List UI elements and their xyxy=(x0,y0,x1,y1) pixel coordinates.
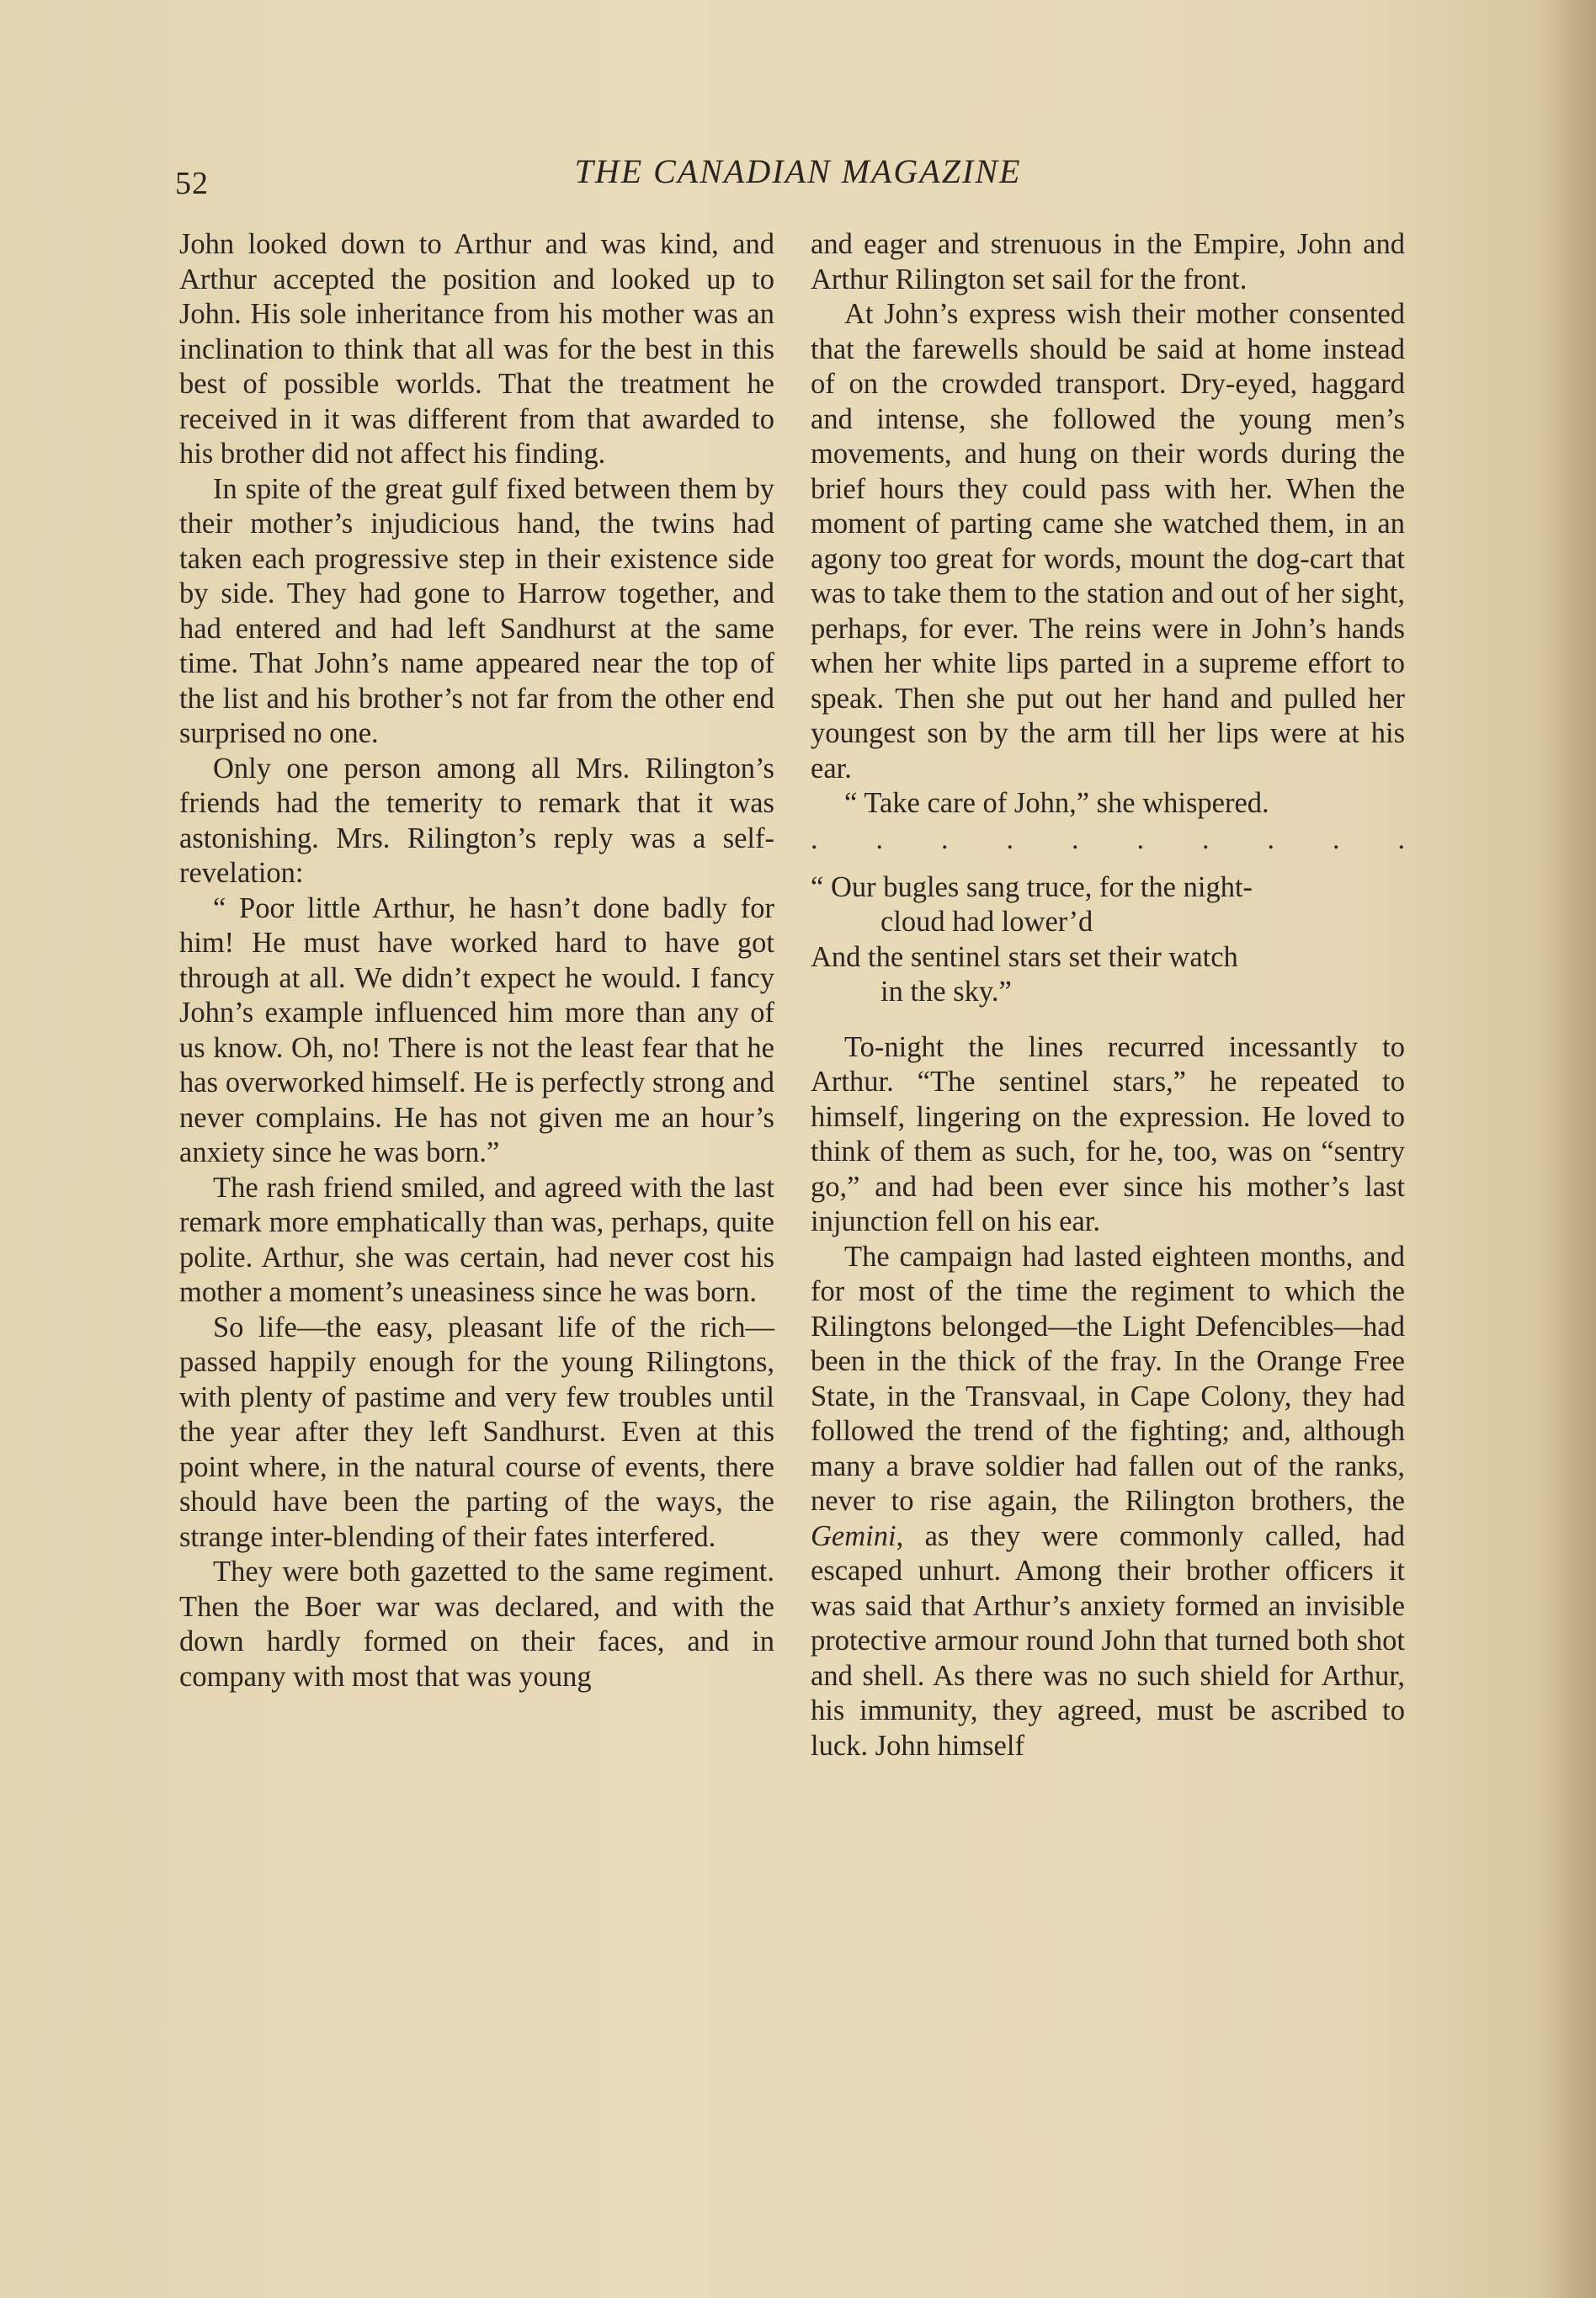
paragraph: So life—the easy, pleasant life of the rich—passed happily enough for the young Rilingtons, with plenty of pastime and very few troubles until the year after they left Sandhurst. Even at this point where, in the natural course of events, there should have been the parting of the ways, the strange inter-blending of their fates interfered. xyxy=(179,1311,774,1553)
paragraph-text: , as they were commonly called, had escaped unhurt. Among their brother officers it was said that Arthur’s anxiety formed an invisible protective armour round John that turned both shot and shell. As there was no such shield for Arthur, his immunity, they agreed, must be ascribed to luck. John himself xyxy=(811,1519,1405,1762)
section-break-dot: . xyxy=(1072,823,1079,855)
paragraph: They were both gazetted to the same regiment. Then the Boer war was declared, and with the down hardly formed on their faces, and in company with most that was young xyxy=(179,1556,774,1693)
paragraph: Only one person among all Mrs. Rilington’s friends had the temerity to remark that it was astonishing. Mrs. Rilington’s reply was a self-revelation: xyxy=(179,752,774,889)
section-break-dot: . xyxy=(1267,823,1274,855)
section-break-dot: . xyxy=(875,823,883,855)
paragraph: and eager and strenuous in the Empire, John and Arthur Rilington set sail for the front. xyxy=(811,228,1405,295)
section-break xyxy=(811,825,1405,855)
section-break-dot: . xyxy=(1333,823,1340,855)
paragraph-text: The campaign had lasted eighteen months, and for most of the time the regiment to which the Rilingtons belonged—the Light Defencibles—had been in the thick of the fray. In the Orange Free State, in the Transvaal, in Cape Colony, they had followed the trend of the fighting; and, although many a brave soldier had fallen out of the ranks, never to rise again, the Rilington brothers, the xyxy=(811,1240,1405,1517)
section-break-dot: . xyxy=(941,823,949,855)
section-break-dot: . xyxy=(1397,823,1405,855)
right-column xyxy=(811,227,1405,1763)
running-title: THE CANADIAN MAGAZINE xyxy=(574,152,1022,190)
page-edge-shadow xyxy=(1545,0,1596,2298)
page-number: 52 xyxy=(175,166,209,201)
italic-term: Gemini xyxy=(811,1519,896,1552)
section-break-dot: . xyxy=(1202,823,1210,855)
paragraph: “ Poor little Arthur, he hasn’t done badly for him! He must have worked hard to have got through at all. We didn’t expect he would. I fancy John’s example influenced him more than any of us know. Oh, no! There is not the least fear that he has overworked himself. He is perfectly strong and never complains. He has not given me an hour’s anxiety since he was born.” xyxy=(179,891,774,1168)
paragraph: John looked down to Arthur and was kind, and Arthur accepted the position and looked up to John. His sole inheritance from his mother was an inclination to think that all was for the best in this best of possible worlds. That the treatment he received in it was different from that awarded to his brother did not affect his finding. xyxy=(179,228,774,470)
verse-line: “ Our bugles sang truce, for the night- xyxy=(811,870,1253,903)
paragraph: In spite of the great gulf fixed between them by their mother’s injudicious hand, the twins had taken each progressive step in their existence side by side. They had gone to Harrow together, and had entered and had left Sandhurst at the same time. That John’s name appeared near the top of the list and his brother’s not far from the other end surprised no one. xyxy=(179,472,774,749)
left-column xyxy=(179,227,774,1694)
section-break-dot: . xyxy=(811,823,818,855)
section-break-dot: . xyxy=(1136,823,1144,855)
verse-quotation xyxy=(811,870,1405,1010)
verse-line-continuation: cloud had lower’d xyxy=(880,906,1093,938)
verse-line-continuation: in the sky.” xyxy=(880,976,1012,1008)
verse-line: And the sentinel stars set their watch xyxy=(811,940,1238,973)
section-break-dot: . xyxy=(1006,823,1013,855)
paragraph xyxy=(811,1240,1405,1764)
paragraph: To-night the lines recurred incessantly to Arthur. “The sentinel stars,” he repeated to himself, lingering on the expression. He loved to think of them as such, for he, too, was on “sentry go,” and had been ever since his mother’s last injunction fell on his ear. xyxy=(811,1030,1405,1237)
paragraph: At John’s express wish their mother consented that the farewells should be said at home instead of on the crowded transport. Dry-eyed, haggard and intense, she followed the young men’s movements, and hung on their words during the brief hours they could pass with her. When the moment of parting came she watched them, in an agony too great for words, mount the dog-cart that was to take them to the station and out of her sight, perhaps, for ever. The reins were in John’s hands when her white lips parted in a supreme effort to speak. Then she put out her hand and pulled her youngest son by the arm till her lips were at his ear. xyxy=(811,298,1405,785)
paragraph: The rash friend smiled, and agreed with the last remark more emphatically than was, perhaps, quite polite. Arthur, she was certain, had never cost his mother a moment’s uneasiness since he was born. xyxy=(179,1171,774,1308)
paragraph: “ Take care of John,” she whispered. xyxy=(844,787,1269,819)
